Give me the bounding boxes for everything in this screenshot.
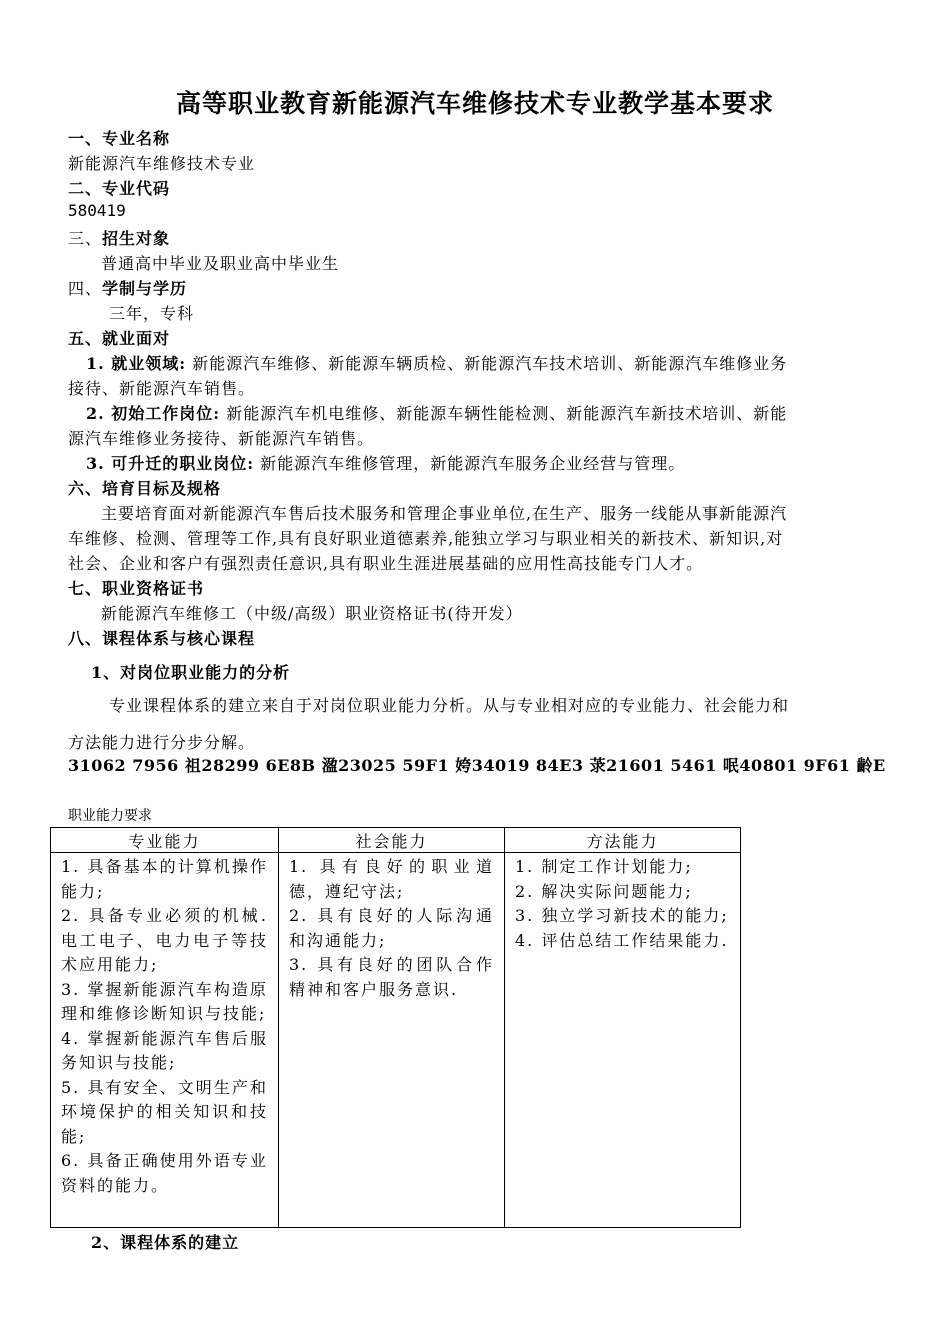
objectives-line-1: 主要培育面对新能源汽车售后技术服务和管理企事业单位,在生产、服务一线能从事新能源汽 — [101, 504, 788, 523]
list-item: 1. 具有良好的职业道德，遵纪守法; — [289, 857, 494, 901]
subheading-curriculum-structure: 2、课程体系的建立 — [91, 1233, 240, 1252]
employment-item-1-cont: 接待、新能源汽车销售。 — [68, 379, 256, 398]
employment-item-3 — [86, 451, 685, 474]
social-ability-cell — [279, 853, 505, 1228]
ability-requirements-table — [50, 827, 741, 1228]
list-item: 3. 独立学习新技术的能力; — [515, 906, 729, 925]
study-duration: 三年，专科 — [109, 304, 195, 323]
item-text: 新能源汽车维修、新能源车辆质检、新能源汽车技术培训、新能源汽车维修业务 — [192, 354, 788, 373]
list-item: 2. 解决实际问题能力; — [515, 881, 693, 901]
list-item: 4. 掌握新能源汽车售后服务知识与技能; — [61, 1028, 268, 1072]
list-item: 2. 具备专业必须的机械. 电工电子、电力电子等技术应用能力; — [61, 906, 268, 974]
list-item: 1. 制定工作计划能力; — [515, 857, 693, 876]
header-method-ability: 方法能力 — [505, 828, 741, 853]
item-label: 3. 可升迁的职业岗位: — [86, 454, 255, 473]
certificate-text: 新能源汽车维修工（中级/高级）职业资格证书(待开发） — [101, 604, 523, 623]
list-item: 4. 评估总结工作结果能力. — [515, 930, 729, 950]
objectives-line-3: 社会、企业和客户有强烈责任意识,具有职业生涯进展基础的应用性高技能专门人才。 — [68, 554, 704, 573]
section-number: 四、 — [68, 279, 103, 298]
list-item: 1. 具备基本的计算机操作能力; — [61, 857, 268, 901]
section-heading-certificate: 七、职业资格证书 — [68, 579, 205, 598]
section-heading-duration — [68, 276, 187, 299]
list-item: 3. 掌握新能源汽车构造原理和维修诊断知识与技能; — [61, 979, 268, 1023]
table-header-row — [51, 828, 741, 853]
subheading-ability-analysis: 1、对岗位职业能力的分析 — [91, 663, 291, 682]
method-ability-cell — [505, 853, 741, 1228]
item-label: 1. 就业领域: — [86, 354, 187, 373]
list-item: 2. 具有良好的人际沟通和沟通能力; — [289, 906, 494, 950]
list-item: 5. 具有安全、文明生产和环境保护的相关知识和技能; — [61, 1077, 268, 1146]
section-heading-objectives: 六、培育目标及规格 — [68, 479, 222, 498]
section-heading-employment: 五、就业面对 — [68, 329, 171, 348]
list-item: 6. 具备正确使用外语专业资料的能力。 — [61, 1151, 268, 1195]
major-code: 580419 — [68, 201, 126, 220]
major-name: 新能源汽车维修技术专业 — [68, 154, 256, 173]
section-heading-text: 招生对象 — [102, 229, 171, 248]
section-heading-major-name: 一、专业名称 — [68, 129, 171, 148]
header-social-ability: 社会能力 — [279, 828, 505, 853]
employment-item-2 — [86, 401, 787, 424]
section-heading-text: 学制与学历 — [102, 279, 188, 298]
section-number: 三、 — [68, 229, 103, 248]
enrollment-target: 普通高中毕业及职业高中毕业生 — [101, 254, 340, 273]
section-heading-major-code: 二、专业代码 — [68, 179, 171, 198]
table-row — [51, 853, 741, 1228]
professional-ability-cell — [51, 853, 279, 1228]
employment-item-1 — [86, 351, 787, 374]
character-code-line: 31062 7956 祖28299 6E8B 溋23025 59F1 姱34019 84E3 莍21601 5461 呡40801 9F61 齡E — [68, 756, 886, 775]
item-text: 新能源汽车机电维修、新能源车辆性能检测、新能源汽车新技术培训、新能 — [226, 404, 788, 423]
analysis-para-line-1: 专业课程体系的建立来自于对岗位职业能力分析。从与专业相对应的专业能力、社会能力和 — [109, 696, 790, 715]
table-caption: 职业能力要求 — [68, 808, 152, 824]
list-item: 3. 具有良好的团队合作精神和客户服务意识. — [289, 955, 494, 999]
section-heading-curriculum: 八、课程体系与核心课程 — [68, 629, 256, 648]
objectives-line-2: 车维修、检测、管理等工作,具有良好职业道德素养,能独立学习与职业相关的新技术、新知识,对 — [68, 529, 784, 548]
item-label: 2. 初始工作岗位: — [86, 404, 221, 423]
analysis-para-line-2: 方法能力进行分步分解。 — [68, 733, 256, 752]
employment-item-2-cont: 源汽车维修业务接待、新能源汽车销售。 — [68, 429, 375, 448]
item-text: 新能源汽车维修管理，新能源汽车服务企业经营与管理。 — [260, 454, 686, 473]
page-title: 高等职业教育新能源汽车维修技术专业教学基本要求 — [175, 89, 774, 118]
section-heading-enrollment — [68, 226, 170, 249]
header-professional-ability: 专业能力 — [51, 828, 279, 853]
